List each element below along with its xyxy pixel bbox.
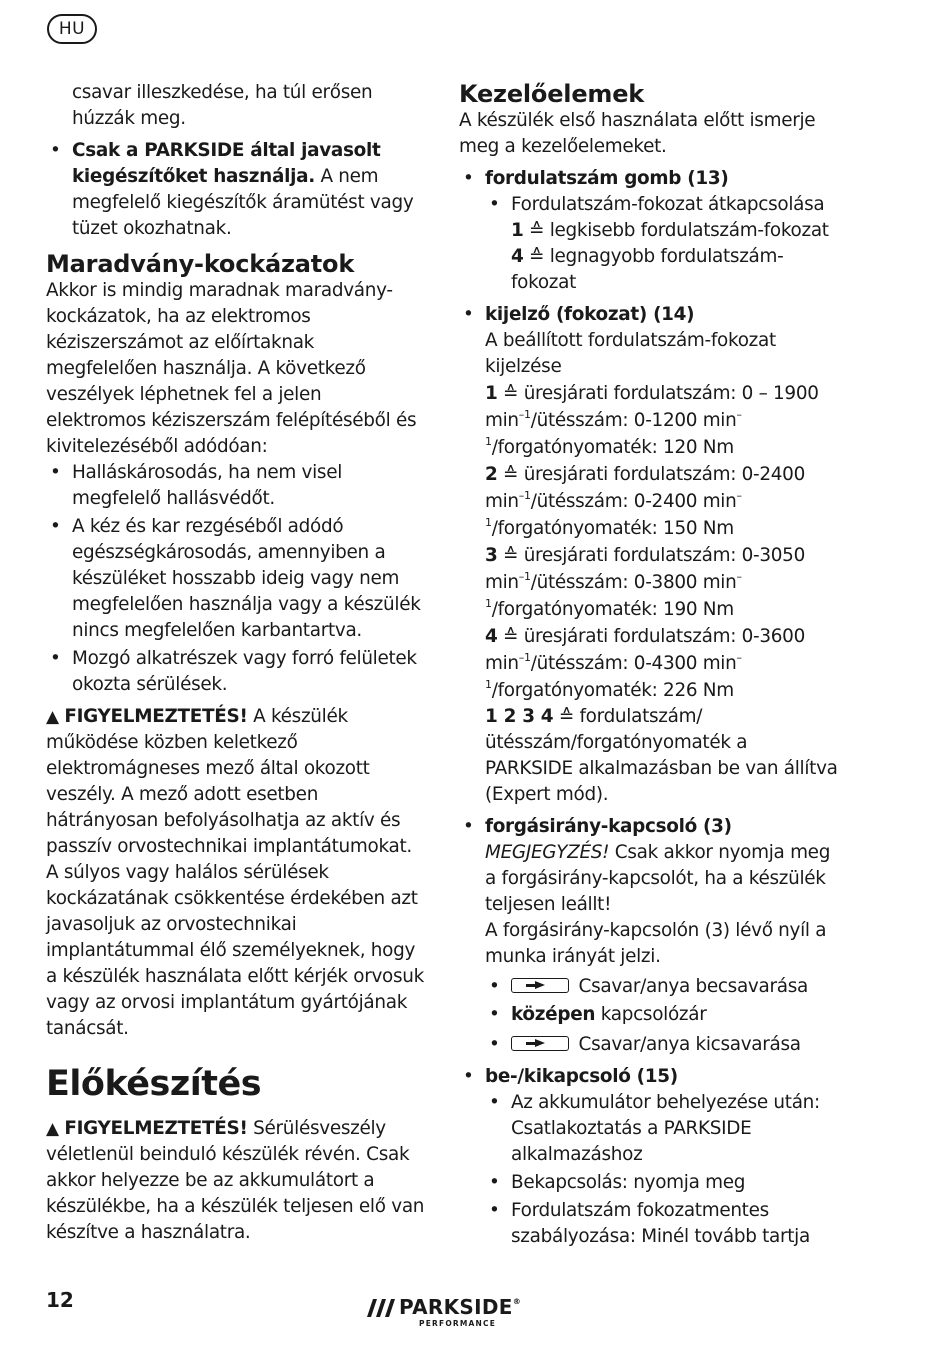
direction-note	[485, 840, 839, 918]
level-unit: min	[485, 410, 519, 431]
eq-sign: ≙	[503, 626, 519, 647]
direction-loosen-text: Csavar/anya kicsavarása	[578, 1034, 801, 1055]
level-unit: min	[485, 572, 519, 593]
level-entry	[485, 461, 839, 542]
level-impact: /ütésszám: 0-3800 min	[530, 572, 737, 593]
direction-loosen	[485, 1032, 839, 1058]
risk-item: • Mozgó alkatrészek vagy forró felületek okozta sérülések.	[46, 646, 426, 698]
level-torque: /forgatónyomaték: 150 Nm	[491, 518, 734, 539]
brand-text: PARKSIDE	[399, 1295, 513, 1319]
warning-triangle-icon: ▲	[46, 707, 59, 727]
accessories-text: A nem megfelelő kiegészítők áramütést vagy tüzet okozhatnak.	[72, 166, 414, 239]
speed-switch-item	[485, 192, 839, 296]
display-intro: A beállított fordulatszám-fokozat kijelzése	[485, 330, 776, 377]
unit-sup: –1	[485, 489, 742, 529]
arrow-text: A forgásirány-kapcsolón (3) lévő nyíl a munka irányát jelzi.	[485, 920, 827, 967]
controls-intro: A készülék első használata előtt ismerje meg a kezelőelemeket.	[459, 110, 816, 157]
eq-sign: ≙	[529, 246, 545, 267]
direction-tighten-text: Csavar/anya becsavarása	[578, 976, 808, 997]
note-label: MEGJEGYZÉS!	[485, 842, 610, 863]
expert-text: fordulatszám/ütésszám/forgatónyomaték a PARKSIDE alkalmazásban be van állítva (Expert mód).	[485, 706, 838, 805]
level-entry	[485, 380, 839, 461]
intro-continuation: csavar illeszkedése, ha túl erősen húzzák meg.	[72, 82, 373, 129]
display-item	[459, 302, 839, 808]
unit-sup: –1	[485, 651, 742, 691]
speed-button-item	[459, 166, 839, 296]
brand-subline: PERFORMANCE	[419, 1319, 497, 1328]
unit-sup: –1	[518, 651, 531, 664]
eq-sign: ≙	[503, 383, 519, 404]
level-num: 1	[485, 383, 498, 404]
unit-sup: –1	[518, 489, 531, 502]
direction-middle	[485, 1002, 839, 1028]
onoff-subitem: • Bekapcsolás: nyomja meg	[485, 1170, 839, 1196]
arrow-right-icon	[511, 1036, 569, 1051]
display-label: kijelző (fokozat) (14)	[485, 304, 695, 325]
level-num: 2	[485, 464, 498, 485]
level-idle: üresjárati fordulatszám: 0-3050	[523, 545, 805, 566]
speed-min-num: 1	[511, 220, 524, 241]
right-column	[459, 80, 839, 1250]
controls-heading: Kezelőelemek	[459, 80, 645, 108]
unit-sup: –1	[485, 570, 742, 610]
expert-entry	[485, 704, 839, 808]
speed-min-text: legkisebb fordulatszám-fokozat	[549, 220, 829, 241]
note-text: Csak akkor nyomja meg a forgásirány-kapcsolót, ha a készülék teljesen leállt!	[485, 842, 831, 915]
logo-stripes-icon	[367, 1299, 397, 1317]
warning-emf	[46, 704, 426, 1042]
risk-item: • Halláskárosodás, ha nem visel megfelelő hallásvédőt.	[46, 460, 426, 512]
eq-sign: ≙	[558, 706, 574, 727]
page-number: 12	[46, 1288, 74, 1312]
expert-nums: 1 2 3 4	[485, 706, 554, 727]
direction-middle-text: kapcsolózár	[600, 1004, 707, 1025]
speed-max-text: legnagyobb fordulatszám-fokozat	[511, 246, 784, 293]
level-impact: /ütésszám: 0-1200 min	[530, 410, 737, 431]
level-entry	[485, 542, 839, 623]
accessories-item	[46, 138, 426, 242]
accessories-bold: Csak a PARKSIDE által javasolt kiegészítőket használja.	[72, 140, 381, 187]
warning-label: FIGYELMEZTETÉS!	[64, 706, 248, 727]
parkside-logo	[367, 1295, 522, 1331]
level-unit: min	[485, 491, 519, 512]
eq-sign: ≙	[503, 545, 519, 566]
residual-risks-heading: Maradvány-kockázatok	[46, 250, 355, 278]
level-torque: /forgatónyomaték: 190 Nm	[491, 599, 734, 620]
direction-item	[459, 814, 839, 1058]
warning-startup	[46, 1116, 426, 1246]
eq-sign: ≙	[529, 220, 545, 241]
level-num: 4	[485, 626, 498, 647]
onoff-subitem: • Az akkumulátor behelyezése után: Csatlakoztatás a PARKSIDE alkalmazáshoz	[485, 1090, 839, 1168]
level-impact: /ütésszám: 0-4300 min	[530, 653, 737, 674]
level-torque: /forgatónyomaték: 226 Nm	[491, 680, 734, 701]
left-column	[46, 80, 426, 1246]
direction-label: forgásirány-kapcsoló (3)	[485, 816, 732, 837]
unit-sup: –1	[518, 570, 531, 583]
warning-startup-text: Sérülésveszély véletlenül beinduló készülék révén. Csak akkor helyezze be az akkumulátort a készülékbe, ha a készülék teljesen elő van készítve a használatra.	[46, 1118, 425, 1243]
unit-sup: –1	[518, 408, 531, 421]
warning-emf-text: A készülék működése közben keletkező elektromágneses mező által okozott veszély. A mező adott esetben hátrányosan befolyásolhatja az aktív és passzív orvostechnikai implantátumokat. A súlyos vagy halálos sérülések kockázatának csökkentése érdekében azt javasoljuk az orvostechnikai implantátummal élő személyeknek, hogy a készülék használata előtt kérjék orvosuk vagy az orvosi implantátum gyártójának tanácsát.	[46, 706, 424, 1039]
speed-switch-text: Fordulatszám-fokozat átkapcsolása	[511, 194, 825, 215]
eq-sign: ≙	[503, 464, 519, 485]
speed-max-num: 4	[511, 246, 524, 267]
onoff-label: be-/kikapcsoló (15)	[485, 1066, 678, 1087]
warning-label: FIGYELMEZTETÉS!	[64, 1118, 248, 1139]
direction-tighten	[485, 974, 839, 1000]
brand-name	[399, 1295, 521, 1319]
preparation-heading: Előkészítés	[46, 1064, 262, 1104]
level-idle: üresjárati fordulatszám: 0-2400	[523, 464, 805, 485]
level-num: 3	[485, 545, 498, 566]
level-torque: /forgatónyomaték: 120 Nm	[491, 437, 734, 458]
speed-button-label: fordulatszám gomb (13)	[485, 168, 729, 189]
onoff-subitem: • Fordulatszám fokozatmentes szabályozása: Minél tovább tartja	[485, 1198, 839, 1250]
onoff-item	[459, 1064, 839, 1250]
unit-sup: –1	[485, 408, 742, 448]
level-impact: /ütésszám: 0-2400 min	[530, 491, 737, 512]
language-badge: HU	[47, 14, 97, 44]
arrow-right-icon	[511, 978, 569, 993]
risk-item: • A kéz és kar rezgéséből adódó egészségkárosodás, amennyiben a készüléket hosszabb ideig vagy nem megfelelően használja vagy a készülék nincs megfelelően karbantartva.	[46, 514, 426, 644]
direction-middle-bold: középen	[511, 1004, 596, 1025]
level-idle: üresjárati fordulatszám: 0 – 1900	[523, 383, 819, 404]
level-unit: min	[485, 653, 519, 674]
level-entry	[485, 623, 839, 704]
warning-triangle-icon: ▲	[46, 1119, 59, 1139]
residual-risks-text: Akkor is mindig maradnak maradvány-kockázatok, ha az elektromos kéziszerszámot az előírtaknak megfelelően használja. A következő veszélyek léphetnek fel a jelen elektromos kéziszerszám felépítéséből és kivitelezéséből adódóan:	[46, 280, 417, 457]
level-idle: üresjárati fordulatszám: 0-3600	[523, 626, 805, 647]
brand-reg: ®	[512, 1297, 522, 1306]
